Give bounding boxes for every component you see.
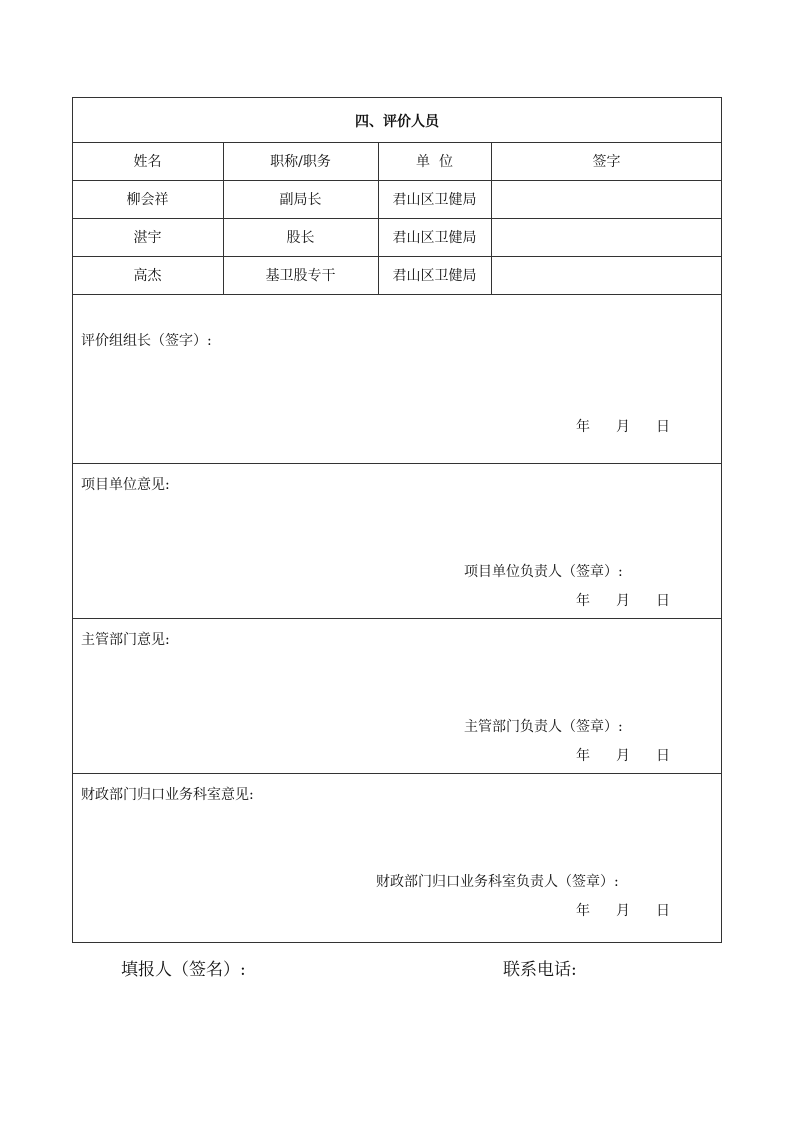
divider: [72, 773, 722, 774]
column-header: 单 位: [416, 154, 453, 170]
date-line: [563, 745, 683, 765]
month-label: 月: [616, 748, 630, 764]
supervising-dept-opinion-label: 主管部门意见:: [81, 632, 170, 648]
title-cell: 基卫股专干: [265, 268, 336, 284]
day-label: 日: [656, 419, 670, 435]
finance-dept-opinion-label: 财政部门归口业务科室意见:: [81, 787, 254, 803]
name-cell: 湛宇: [133, 230, 162, 246]
month-label: 月: [616, 593, 630, 609]
group-leader-label: 评价组组长（签字）:: [81, 333, 212, 349]
title-cell: 股长: [286, 230, 315, 246]
year-label: 年: [576, 748, 590, 764]
unit-cell: 君山区卫健局: [392, 192, 477, 208]
date-line: [563, 900, 683, 920]
supervising-dept-signer-label: 主管部门负责人（签章）:: [464, 719, 623, 735]
date-line: [563, 416, 683, 436]
unit-cell: 君山区卫健局: [392, 268, 477, 284]
divider: [72, 463, 722, 464]
section-title: 四、评价人员: [355, 114, 439, 130]
month-label: 月: [616, 419, 630, 435]
column-header: 姓名: [133, 154, 162, 170]
divider: [72, 618, 722, 619]
title-cell: 副局长: [279, 192, 322, 208]
column-header: 职称/职务: [270, 154, 331, 170]
divider: [72, 294, 722, 295]
unit-cell: 君山区卫健局: [392, 230, 477, 246]
year-label: 年: [576, 593, 590, 609]
name-cell: 高杰: [133, 268, 162, 284]
column-header: 签字: [592, 154, 621, 170]
project-unit-signer-label: 项目单位负责人（签章）:: [464, 564, 623, 580]
signature-cell[interactable]: [491, 218, 722, 256]
day-label: 日: [656, 903, 670, 919]
contact-phone-label: 联系电话:: [503, 960, 577, 980]
date-line: [563, 590, 683, 610]
year-label: 年: [576, 419, 590, 435]
day-label: 日: [656, 593, 670, 609]
month-label: 月: [616, 903, 630, 919]
year-label: 年: [576, 903, 590, 919]
finance-dept-signer-label: 财政部门归口业务科室负责人（签章）:: [376, 874, 619, 890]
project-unit-opinion-label: 项目单位意见:: [81, 477, 170, 493]
signature-cell[interactable]: [491, 180, 722, 218]
signature-cell[interactable]: [491, 256, 722, 294]
name-cell: 柳会祥: [126, 192, 169, 208]
day-label: 日: [656, 748, 670, 764]
filler-signature-label: 填报人（签名）:: [121, 960, 246, 980]
